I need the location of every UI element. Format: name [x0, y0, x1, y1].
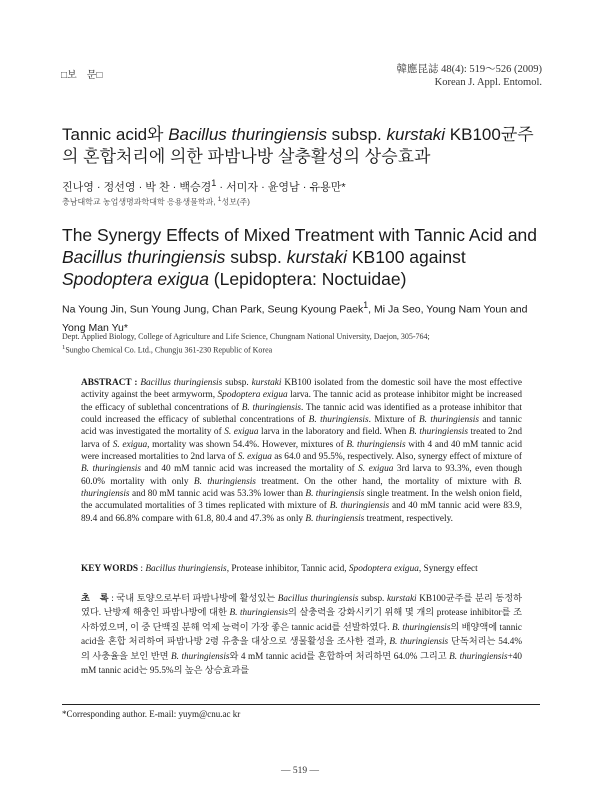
english-title-part: The Synergy Effects of Mixed Treatment with Tannic Acid and: [62, 225, 538, 245]
abstract-species: B. thuringiensis: [329, 501, 390, 512]
abstract-species: B. thuringiensis: [418, 415, 479, 426]
affiliation-mark: 1: [217, 196, 222, 203]
keywords-label: KEY WORDS: [81, 564, 139, 574]
abstract-text: larva in the laboratory and field. When: [258, 427, 409, 438]
abstract-species: B. thuringiensis: [193, 476, 256, 487]
footnote-divider: [62, 704, 540, 705]
journal-citation-korean: 韓應昆誌 48(4): 519～526 (2009): [396, 64, 542, 75]
abstract-text: treatment. On the other hand, the mortality of mixture with: [255, 476, 514, 487]
english-title-pest: Spodoptera exigua: [62, 269, 209, 289]
korean-title-part: Tannic acid와: [62, 125, 169, 144]
korean-abstract-label: 초 록: [81, 593, 109, 603]
journal-citation: [396, 63, 542, 89]
keyword-species: Bacillus thuringiensis: [145, 564, 227, 574]
abstract-species: B. thuringiensis: [308, 415, 369, 426]
abstract-text: treatment, respectively.: [364, 513, 453, 524]
korean-abstract-species: B. thuringiensis: [392, 621, 451, 632]
english-affiliation: [62, 332, 552, 356]
abstract-species: B. thuringiensis: [305, 513, 365, 524]
journal-name: Korean J. Appl. Entomol.: [434, 77, 542, 88]
corresponding-author-footnote: *Corresponding author. E-mail: yuym@cnu.ac kr: [62, 709, 241, 719]
english-abstract: [81, 377, 522, 525]
abstract-species: S. exigua: [112, 439, 148, 450]
affiliation-mark: 1: [211, 178, 217, 188]
abstract-species: B. thuringiensis: [81, 476, 522, 500]
abstract-species: S. exigua: [358, 464, 394, 475]
abstract-species: B. thuringiensis: [346, 439, 406, 450]
english-title-part: (Lepidoptera: Noctuidae): [208, 269, 407, 289]
abstract-text: single treatment. In the welsh onion field, the accumulated mortalities of 3 times replicated with mixture of: [81, 489, 522, 512]
abstract-species: B. thuringiensis: [241, 402, 302, 413]
abstract-text: as 64.0 and 95.5%, respectively. Also, synergy effect of mixture of: [271, 452, 523, 463]
english-author-names: Na Young Jin, Sun Young Jung, Chan Park, Seung Kyoung Paek: [62, 303, 364, 316]
korean-abstract-species: kurstaki: [386, 593, 417, 603]
keywords: [81, 563, 522, 575]
abstract-text: larva. The tannic acid as protease inhibitor might be increased the efficacy of sublethal concentrations of: [81, 390, 522, 413]
korean-abstract: [81, 591, 522, 677]
korean-abstract-text: 와 4 mM tannic acid를 혼합하여 처리하면 64.0% 그리고: [229, 650, 450, 661]
abstract-species: S. exigua: [224, 427, 259, 438]
korean-affiliation-text: 충남대학교 농업생명과학대학 응용생물학과,: [62, 197, 218, 207]
korean-abstract-species: Bacillus thuringiensis: [277, 593, 359, 603]
korean-abstract-species: B. thuringiensis: [449, 650, 508, 661]
korean-abstract-text: 단독처리는 54.4%의 사충율을 보인 반면: [81, 636, 523, 661]
keywords-text: :: [138, 564, 146, 574]
korean-affiliation-text: 성보(주): [221, 197, 250, 207]
korean-abstract-text: : 국내 토양으로부터 파밤나방에 활성있는: [108, 593, 278, 603]
abstract-text: and 40 mM tannic acid were 83.9, 89.4 and 66.8% compare with 61.8, 80.4 and 47.3% as only: [81, 501, 522, 524]
abstract-text: 3rd larva to 93.3%, even though 60.0% mortality with only: [81, 464, 523, 487]
korean-abstract-text: subsp.: [358, 593, 387, 603]
abstract-text: with 4 and 40 mM tannic acid were increased mortalities to 2nd larva of: [81, 439, 522, 463]
korean-title-part: KB100균주의 혼합처리에 의한 파밤나방 살충활성의 상승효과: [62, 125, 534, 166]
keyword-species: Spodoptera exigua: [348, 564, 419, 574]
korean-author-names: 진나영 · 정선영 · 박 찬 · 백승경: [62, 181, 212, 194]
abstract-text: and tannic acid was investigated the mortality of: [81, 415, 522, 438]
korean-abstract-text: 의 살충력을 강화시키기 위해 몇 개의 protease inhibitor를 조사하였으며, 이 중 단백질 분해 억제 능력이 가장 좋은 tannic acid를 선발하였다.: [81, 607, 522, 632]
abstract-species: B. thuringiensis: [408, 427, 468, 438]
english-author-names: , Mi Ja Seo, Young Nam Youn and Yong Man Yu*: [62, 303, 528, 334]
abstract-label: ABSTRACT :: [81, 378, 138, 388]
english-affiliation-line: [62, 343, 552, 356]
english-affiliation-line: Dept. Applied Biology, College of Agriculture and Life Science, Chungnam National University, Daejon, 305-764;: [62, 332, 430, 341]
korean-abstract-species: B. thuringiensis: [389, 636, 449, 647]
english-title-species: Bacillus thuringiensis: [62, 247, 226, 267]
keywords-text: , Synergy effect: [418, 564, 478, 574]
korean-title-part: subsp.: [326, 125, 387, 144]
korean-title-species: Bacillus thuringiensis: [168, 125, 327, 144]
korean-abstract-text: KB100균주를 분리 동정하였다. 난방제 해충인 파밤나방에 대한: [81, 593, 522, 618]
abstract-species: Bacillus thuringiensis: [137, 378, 223, 388]
english-title: [62, 224, 552, 290]
abstract-text: and 40 mM tannic acid was increased the mortality of: [141, 464, 359, 475]
abstract-text: treated to 2nd larva of: [81, 427, 522, 450]
affiliation-mark: 1: [62, 343, 66, 351]
abstract-text: . The tannic acid was identified as a protease inhibitor that could increased the efficacy of sublethal concentrations of: [81, 402, 522, 426]
abstract-text: and 80 mM tannic acid was 53.3% lower than: [129, 489, 306, 500]
korean-authors: [62, 178, 346, 195]
korean-title-strain: kurstaki: [386, 125, 446, 144]
abstract-text: subsp.: [222, 378, 252, 388]
korean-abstract-species: B. thuringiensis: [229, 607, 288, 618]
abstract-species: kurstaki: [251, 378, 282, 388]
korean-abstract-text: 의 배양액에 tannic acid을 혼합 처리하여 파밤나방 2령 유충을 대상으로 생물활성을 조사한 결과,: [81, 621, 522, 647]
english-title-strain: kurstaki: [286, 247, 348, 267]
abstract-species: Spodoptera exigua: [217, 390, 288, 401]
abstract-text: KB100 isolated from the domestic soil have the most effective activity against the beet armyworm,: [81, 378, 522, 401]
affiliation-mark: 1: [363, 300, 369, 310]
korean-affiliation: [62, 196, 250, 208]
abstract-species: B. thuringiensis: [81, 464, 142, 475]
english-affiliation-text: Sungbo Chemical Co. Ltd., Chungju 361-230 Republic of Korea: [65, 345, 273, 355]
english-title-part: subsp.: [225, 247, 287, 267]
english-authors: [62, 296, 542, 337]
korean-title: [62, 124, 542, 168]
abstract-species: S. exigua: [237, 452, 272, 463]
korean-abstract-species: B. thuringiensis: [171, 650, 230, 661]
abstract-text: . Mixture of: [368, 415, 419, 426]
abstract-text: , mortality was shown 54.4%. However, mixtures of: [147, 439, 347, 450]
page-number: — 519 —: [281, 766, 319, 776]
abstract-species: B. thuringiensis: [305, 489, 365, 500]
article-type-label: □보 문□: [61, 70, 103, 81]
korean-abstract-text: +40 mM tannic acid는 95.5%의 높은 상승효과를: [81, 650, 522, 676]
english-title-part: KB100 against: [347, 247, 466, 267]
keywords-text: , Protease inhibitor, Tannic acid,: [226, 564, 349, 574]
korean-author-names: · 서미자 · 윤영남 · 유용만*: [216, 181, 346, 194]
